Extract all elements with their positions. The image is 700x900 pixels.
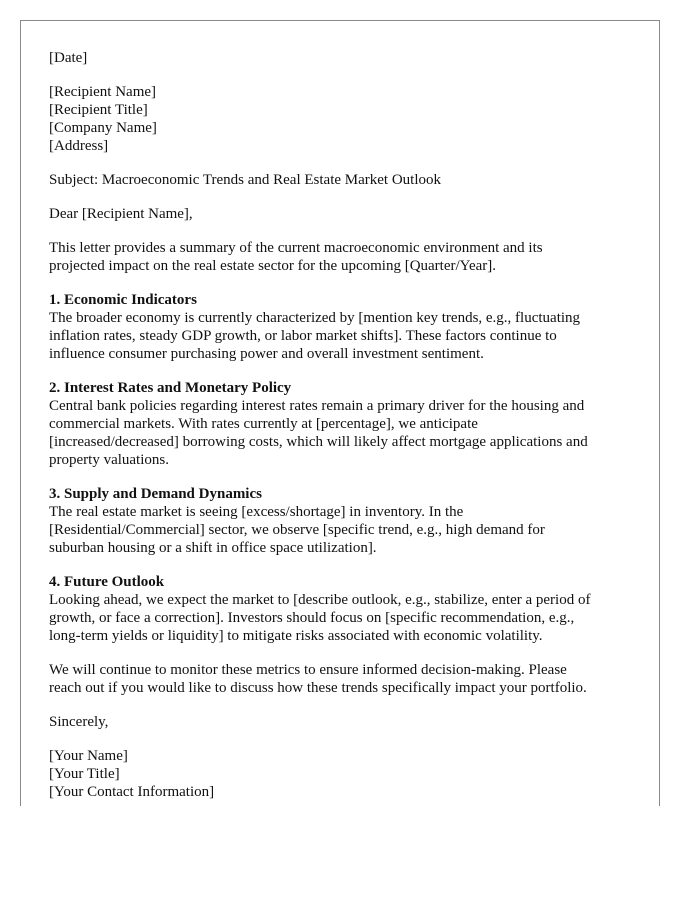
section-heading: 3. Supply and Demand Dynamics — [49, 486, 262, 502]
recipient-name: [Recipient Name] — [49, 84, 157, 100]
date-block — [49, 49, 639, 67]
salutation-block — [49, 205, 639, 223]
recipient-company: [Company Name] — [49, 120, 157, 136]
closing-paragraph — [49, 661, 639, 697]
letter-date: [Date] — [49, 50, 88, 66]
subject-line: Subject: Macroeconomic Trends and Real Estate Market Outlook — [49, 172, 441, 188]
letter-page — [20, 20, 660, 806]
section-line: property valuations. — [49, 452, 169, 468]
signature-title: [Your Title] — [49, 766, 120, 782]
section-heading: 4. Future Outlook — [49, 574, 165, 590]
section-line: suburban housing or a shift in office space utilization]. — [49, 540, 377, 556]
intro-line: projected impact on the real estate sector for the upcoming [Quarter/Year]. — [49, 258, 497, 274]
salutation: Dear [Recipient Name], — [49, 206, 193, 222]
section-line: growth, or face a correction]. Investors should focus on [specific recommendation, e.g., — [49, 610, 575, 626]
section-line: inflation rates, steady GDP growth, or labor market shifts]. These factors continue to — [49, 328, 557, 344]
section-heading: 2. Interest Rates and Monetary Policy — [49, 380, 292, 396]
section-line: [Residential/Commercial] sector, we observe [specific trend, e.g., high demand for — [49, 522, 545, 538]
recipient-block — [49, 83, 639, 155]
closing-line: reach out if you would like to discuss how these trends specifically impact your portfolio. — [49, 680, 587, 696]
section-line: Looking ahead, we expect the market to [describe outlook, e.g., stabilize, enter a period of — [49, 592, 591, 608]
section-line: Central bank policies regarding interest rates remain a primary driver for the housing and — [49, 398, 585, 414]
signature-block — [49, 747, 639, 801]
section-line: [increased/decreased] borrowing costs, which will likely affect mortgage applications and — [49, 434, 588, 450]
signature-name: [Your Name] — [49, 748, 128, 764]
section-heading: 1. Economic Indicators — [49, 292, 197, 308]
closing-line: We will continue to monitor these metrics to ensure informed decision-making. Please — [49, 662, 567, 678]
intro-paragraph — [49, 239, 639, 275]
signature-contact: [Your Contact Information] — [49, 784, 215, 800]
section-line: long-term yields or liquidity] to mitigate risks associated with economic volatility. — [49, 628, 543, 644]
section-line: The broader economy is currently characterized by [mention key trends, e.g., fluctuating — [49, 310, 581, 326]
section-line: influence consumer purchasing power and overall investment sentiment. — [49, 346, 484, 362]
recipient-address: [Address] — [49, 138, 109, 154]
section-interest-rates — [49, 379, 639, 469]
intro-line: This letter provides a summary of the current macroeconomic environment and its — [49, 240, 543, 256]
signoff: Sincerely, — [49, 714, 109, 730]
section-line: The real estate market is seeing [excess/shortage] in inventory. In the — [49, 504, 464, 520]
letter-body — [49, 49, 639, 801]
section-future-outlook — [49, 573, 639, 645]
section-economic-indicators — [49, 291, 639, 363]
section-line: commercial markets. With rates currently at [percentage], we anticipate — [49, 416, 478, 432]
signoff-block — [49, 713, 639, 731]
section-supply-demand — [49, 485, 639, 557]
subject-block — [49, 171, 639, 189]
recipient-title: [Recipient Title] — [49, 102, 148, 118]
